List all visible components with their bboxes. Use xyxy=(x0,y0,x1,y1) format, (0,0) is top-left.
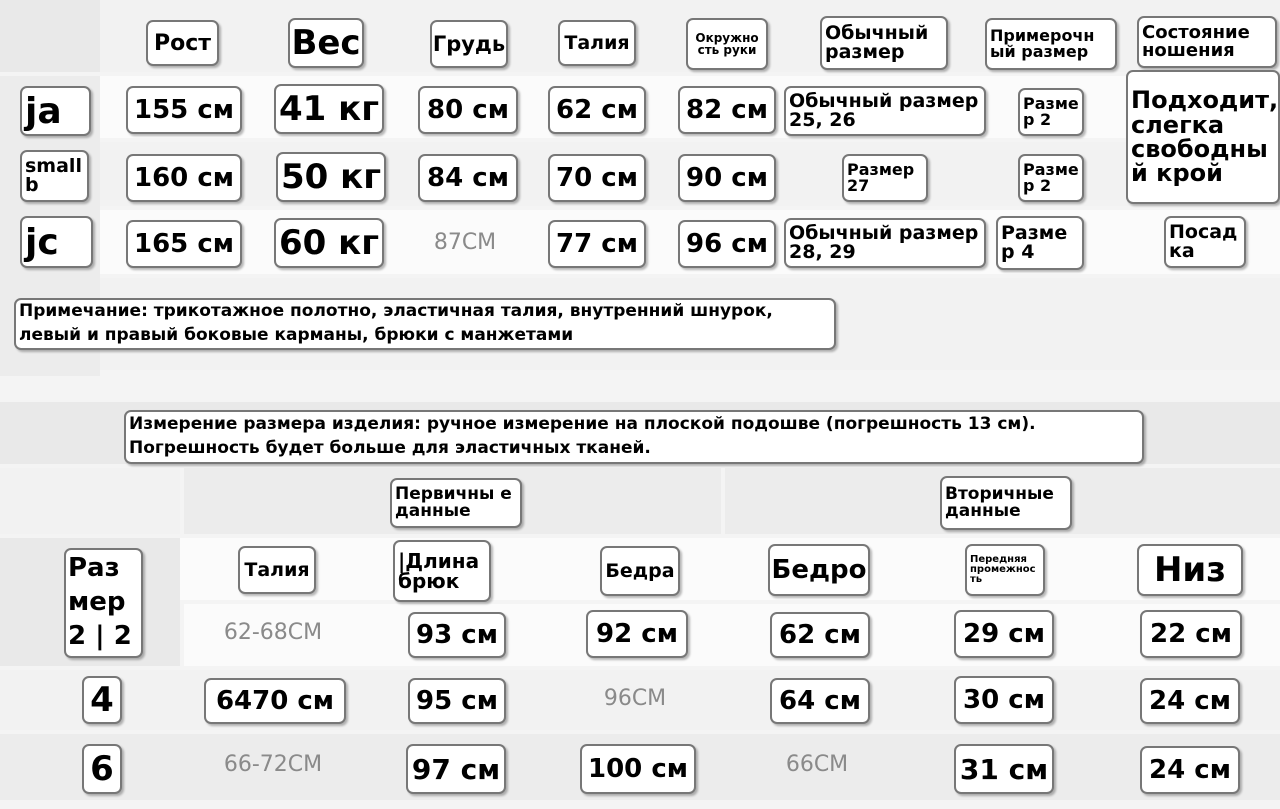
top-corner-cell xyxy=(0,0,100,72)
header-height: Рост xyxy=(146,20,219,66)
header-chest: Грудь xyxy=(430,20,508,68)
cell-fit-size-ja: Разме р 2 xyxy=(1018,88,1084,136)
cell-front-rise-size-6: 31 см xyxy=(954,744,1054,794)
group-primary: Первичны е данные xyxy=(390,478,522,528)
cell-hem-size-4: 24 см xyxy=(1140,678,1240,724)
cell-weight-small-b: 50 кг xyxy=(276,152,386,202)
cell-waist-size-4: 6470 см xyxy=(204,678,346,724)
fabric-note: Примечание: трикотажное полотно, эластичная талия, внутренний шнурок, левый и правый боковые карманы, брюки с манжетами xyxy=(14,298,836,350)
cell-arm-jc: 96 см xyxy=(678,220,776,268)
size-6: 6 xyxy=(82,744,122,794)
cell-hem-size-2: 22 см xyxy=(1140,610,1242,658)
row-label-jc: jc xyxy=(20,216,93,268)
cell-hips-size-2: 92 см xyxy=(586,610,688,658)
header-fit-size: Примерочн ый размер xyxy=(985,18,1117,70)
header-weight: Вес xyxy=(288,18,364,68)
cell-weight-ja: 41 кг xyxy=(274,84,384,134)
cell-chest-jc: 87CM xyxy=(433,229,497,255)
cell-height-jc: 165 см xyxy=(126,220,242,268)
cell-chest-ja: 80 см xyxy=(418,86,518,134)
cell-fit-size-small-b: Разме р 2 xyxy=(1018,154,1084,202)
cell-arm-small-b: 90 см xyxy=(678,154,776,202)
cell-hem-size-6: 24 см xyxy=(1140,746,1240,794)
row-label-ja: ja xyxy=(20,86,91,136)
cell-front-rise-size-2: 29 см xyxy=(954,610,1054,658)
header-waist-b: Талия xyxy=(238,546,316,594)
cell-height-small-b: 160 см xyxy=(126,154,242,202)
size-4: 4 xyxy=(82,676,122,724)
cell-usual-size-jc: Обычный размер 28, 29 xyxy=(784,218,986,268)
header-waist: Талия xyxy=(558,20,636,66)
cell-thigh-size-4: 64 см xyxy=(770,678,870,724)
header-length: |Длина брюк xyxy=(393,540,491,602)
cell-state-jc: Посад ка xyxy=(1164,216,1246,268)
bottom-row-1-band xyxy=(184,604,1280,666)
header-thigh: Бедро xyxy=(768,544,870,596)
header-state: Состояние ношения xyxy=(1137,16,1277,68)
cell-waist-ja: 62 см xyxy=(548,86,646,134)
cell-arm-ja: 82 см xyxy=(678,86,776,134)
cell-length-size-6: 97 см xyxy=(406,744,506,794)
cell-fit-size-jc: Разме р 4 xyxy=(996,216,1084,270)
header-hem: Низ xyxy=(1137,544,1243,596)
row-label-small-b: small b xyxy=(20,150,89,202)
cell-waist-size-6: 66-72CM xyxy=(223,751,323,777)
cell-usual-size-small-b: Размер 27 xyxy=(842,154,928,202)
cell-hips-size-4: 96CM xyxy=(603,685,667,711)
cell-hips-size-6: 100 см xyxy=(580,744,696,794)
cell-length-size-4: 95 см xyxy=(408,678,506,724)
measurement-note: Измерение размера изделия: ручное измерение на плоской подошве (погрешность 13 см). Погрешность будет больше для эластичных тканей. xyxy=(124,410,1144,464)
header-hips: Бедра xyxy=(600,546,680,596)
size-2: Раз мер 2 | 2 xyxy=(64,548,143,658)
header-front-rise: Передняя промежнос ть xyxy=(965,544,1045,596)
cell-waist-jc: 77 см xyxy=(548,220,646,268)
cell-usual-size-ja: Обычный размер 25, 26 xyxy=(784,86,986,136)
cell-chest-small-b: 84 см xyxy=(418,154,518,202)
cell-waist-small-b: 70 см xyxy=(548,154,646,202)
header-usual-size: Обычный размер xyxy=(820,16,948,70)
cell-state-fit: Подходит, слегка свободны й крой xyxy=(1126,70,1280,204)
cell-thigh-size-6: 66CM xyxy=(785,751,849,777)
header-arm: Окружно сть руки xyxy=(686,18,768,70)
bottom-corner-cell xyxy=(0,468,180,534)
cell-height-ja: 155 см xyxy=(126,86,242,134)
group-secondary: Вторичные данные xyxy=(940,476,1072,530)
cell-waist-size-2: 62-68CM xyxy=(223,619,323,645)
cell-thigh-size-2: 62 см xyxy=(770,612,870,658)
cell-front-rise-size-4: 30 см xyxy=(954,676,1054,724)
cell-weight-jc: 60 кг xyxy=(274,218,384,268)
cell-length-size-2: 93 см xyxy=(408,612,506,658)
